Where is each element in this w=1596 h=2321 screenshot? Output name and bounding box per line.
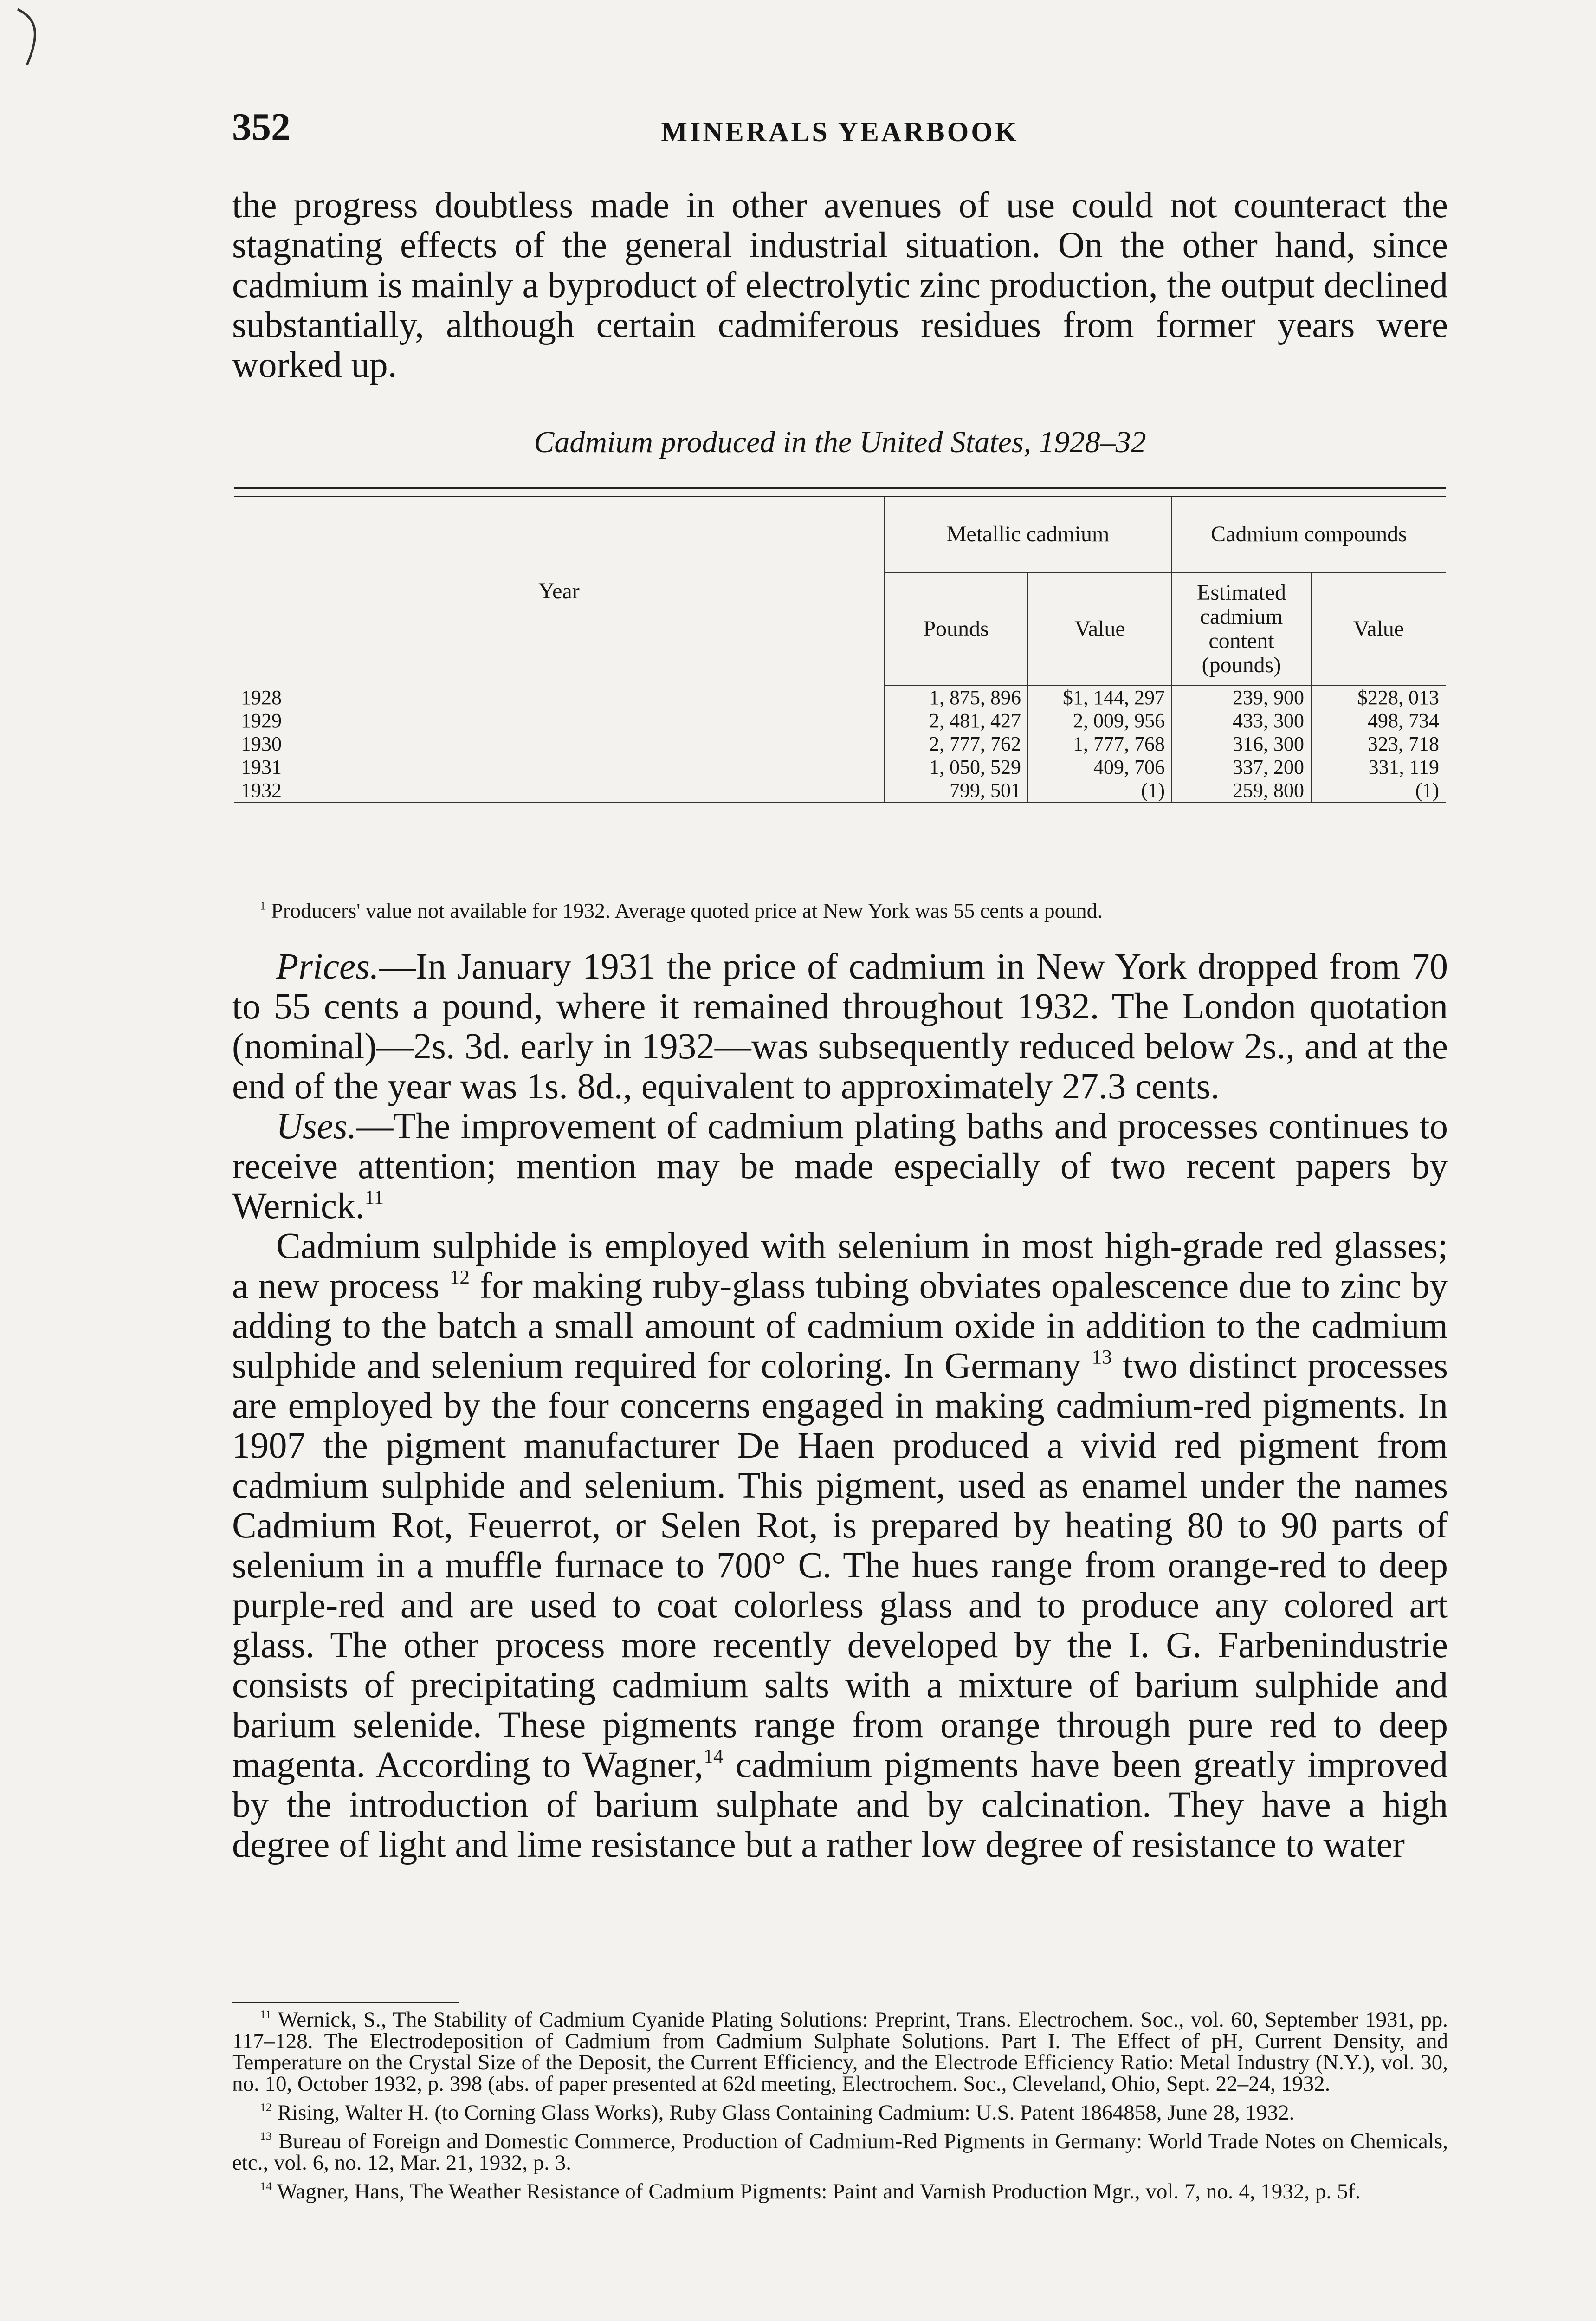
pounds-cell: 799, 501 [884, 779, 1028, 803]
pencil-mark-icon [8, 5, 50, 70]
content-cell: 316, 300 [1172, 733, 1311, 756]
footnote-12: $^{12}$ Rising, Walter H. (to Corning Glass Works), Ruby Glass Containing Cadmium: U.S. Patent 1864858, June 28, 1932. [260, 2100, 1295, 2125]
compounds-value-header: Value [1311, 572, 1446, 686]
table-row [234, 709, 1446, 733]
pounds-header: Pounds [884, 572, 1028, 686]
content-cell: 337, 200 [1172, 756, 1311, 779]
content-cell: 239, 900 [1172, 686, 1311, 709]
value-header: Value [1028, 572, 1172, 686]
main-text [232, 947, 1448, 1865]
table-title: Cadmium produced in the United States, 1928–32 [534, 425, 1146, 459]
year-cell: 1928 [241, 686, 282, 709]
compounds-value-cell: 498, 734 [1311, 709, 1446, 733]
table-row [234, 779, 1446, 803]
table-row [234, 756, 1446, 779]
year-cell: 1929 [241, 709, 282, 732]
content-cell: 259, 800 [1172, 779, 1311, 803]
pounds-cell: 2, 777, 762 [884, 733, 1028, 756]
table-row [234, 686, 1446, 709]
uses-heading: Uses. [276, 1106, 357, 1147]
value-cell: (1) [1028, 779, 1172, 803]
pounds-cell: 2, 481, 427 [884, 709, 1028, 733]
cadmium-compounds-header: Cadmium compounds [1172, 497, 1446, 572]
prices-heading: Prices. [276, 947, 379, 987]
value-cell: 1, 777, 768 [1028, 733, 1172, 756]
prices-paragraph: Prices.—In January 1931 the price of cadmium in New York dropped from 70 to 55 cents a pound, where it remained throughout 1932. The London quotation (nominal)—2s. 3d. early in 1932—was subsequently reduced below 2s., and at the end of the year was 1s. 8d., equivalent to approximately 27.3 cents. [232, 947, 1448, 1107]
footnote-13: $^{13}$ Bureau of Foreign and Domestic Commerce, Production of Cadmium-Red Pigments in Germany: World Trade Notes on Chemicals, etc., vol. 6, no. 12, Mar. 21, 1932, p. 3. [232, 2129, 1448, 2175]
sulphide-paragraph: Cadmium sulphide is employed with selenium in most high-grade red glasses; a new process $^{12}$ for making ruby-glass tubing obviates opalescence due to zinc by adding to the batch a small amount of cadmium oxide in addition to the cadmium sulphide and selenium required for coloring. In Germany $^{13}$ two distinct processes are employed by the four concerns engaged in making cadmium-red pigments. In 1907 the pigment manufacturer De Haen produced a vivid red pigment from cadmium sulphide and selenium. This pigment, used as enamel under the names Cadmium Rot, Feuerrot, or Selen Rot, is prepared by heating 80 to 90 parts of selenium in a muffle furnace to 700° C. The hues range from orange-red to deep purple-red and are used to coat colorless glass and to produce any colored art glass. The other process more recently developed by the I. G. Farbenindustrie consists of precipitating cadmium salts with a mixture of barium sulphide and barium selenide. These pigments range from orange through pure red to deep magenta. According to Wagner,$^{14}$ cadmium pigments have been greatly improved by the introduction of barium sulphate and by calcination. They have a high degree of light and lime resistance but a rather low degree of resistance to water [232, 1226, 1448, 1865]
year-cell: 1930 [241, 733, 282, 755]
estimated-content-header: Estimated cadmium content (pounds) [1172, 572, 1311, 686]
footnote-14: $^{14}$ Wagner, Hans, The Weather Resistance of Cadmium Pigments: Paint and Varnish Production Mgr., vol. 7, no. 4, 1932, p. 5f. [260, 2179, 1361, 2204]
year-column-header: Year [538, 578, 580, 603]
page-number: 352 [232, 105, 291, 149]
footnote-11: $^{11}$ Wernick, S., The Stability of Cadmium Cyanide Plating Solutions: Preprint, Trans. Electrochem. Soc., vol. 60, September 1931, pp. 117–128. The Electrodeposition of Cadmium from Cadmium Sulphate Solutions. Part I. The Effect of pH, Current Density, and Temperature on the Crystal Size of the Deposit, the Current Efficiency, and the Electrode Efficiency Ratio: Metal Industry (N.Y.), vol. 30, no. 10, October 1932, p. 398 (abs. of paper presented at 62d meeting, Electrochem. Soc., Cleveland, Ohio, Sept. 22–24, 1932. [232, 2007, 1448, 2096]
page-header [232, 104, 1448, 160]
footnote-rule [232, 2002, 459, 2003]
running-head: MINERALS YEARBOOK [661, 117, 1019, 147]
pounds-cell: 1, 050, 529 [884, 756, 1028, 779]
footnote-ref[interactable]: 13 [1092, 1346, 1112, 1368]
pounds-cell: 1, 875, 896 [884, 686, 1028, 709]
value-cell: 409, 706 [1028, 756, 1172, 779]
compounds-value-cell: (1) [1311, 779, 1446, 803]
uses-paragraph: Uses.—The improvement of cadmium plating baths and processes continues to receive attention; mention may be made especially of two recent papers by Wernick.$^{11}$ [232, 1106, 1448, 1226]
compounds-value-cell: 331, 119 [1311, 756, 1446, 779]
metallic-cadmium-header: Metallic cadmium [884, 497, 1172, 572]
year-cell: 1931 [241, 756, 282, 778]
cadmium-production-table [234, 497, 1446, 803]
footnotes [232, 2009, 1448, 2210]
value-cell: 2, 009, 956 [1028, 709, 1172, 733]
footnote-ref[interactable]: 14 [703, 1745, 724, 1768]
footnote-ref[interactable]: 11 [364, 1186, 384, 1209]
table-footnote: $^1$ Producers' value not available for 1932. Average quoted price at New York was 55 cents a pound. [260, 899, 1103, 922]
content-cell: 433, 300 [1172, 709, 1311, 733]
intro-paragraph: the progress doubtless made in other avenues of use could not counteract the stagnating effects of the general industrial situation. On the other hand, since cadmium is mainly a byproduct of electrolytic zinc production, the output declined substantially, although certain cadmiferous residues from former years were worked up. [232, 185, 1448, 385]
compounds-value-cell: 323, 718 [1311, 733, 1446, 756]
compounds-value-cell: $228, 013 [1311, 686, 1446, 709]
table-row [234, 733, 1446, 756]
table-top-rule [234, 487, 1446, 497]
value-cell: $1, 144, 297 [1028, 686, 1172, 709]
footnote-ref[interactable]: 12 [449, 1266, 470, 1289]
year-cell: 1932 [234, 779, 884, 803]
